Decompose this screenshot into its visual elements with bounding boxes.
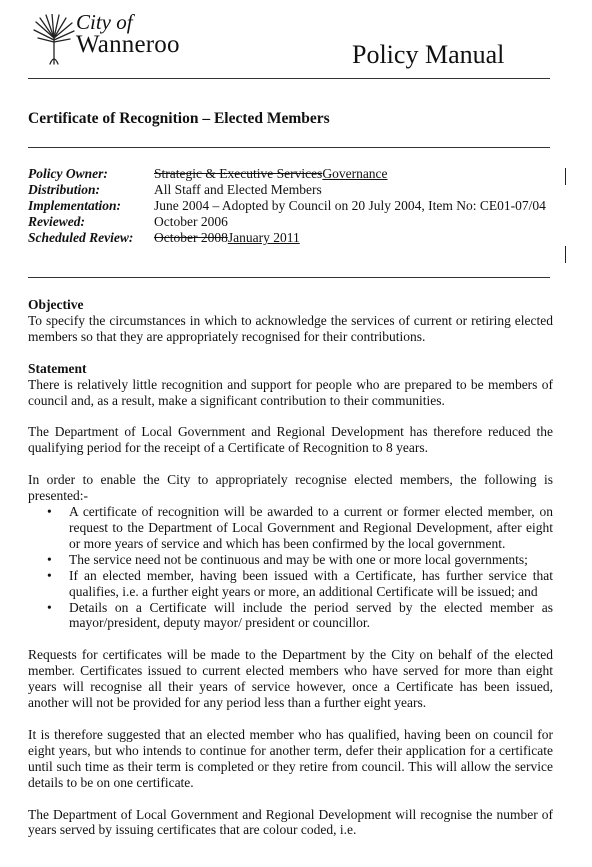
scheduled-review-row — [28, 230, 558, 246]
reviewed-label: Reviewed: — [28, 214, 85, 229]
reviewed-row — [28, 214, 558, 230]
scheduled-review-label: Scheduled Review: — [28, 230, 134, 245]
logo-city-text: City of — [76, 10, 133, 34]
statement-heading: Statement — [28, 360, 87, 376]
policy-owner-new: Governance — [322, 166, 388, 181]
implementation-row — [28, 198, 558, 214]
policy-owner-old: Strategic & Executive Services — [154, 166, 323, 181]
details-rule — [28, 277, 550, 278]
policy-owner-row — [28, 166, 558, 182]
scheduled-review-value — [154, 230, 554, 246]
list-item: • If an elected member, having been issued with a Certificate, has further service that qualifies, i.e. a further eight years or more, an additional Certificate will be issued; and — [28, 568, 553, 600]
policy-owner-value — [154, 166, 554, 182]
scheduled-review-new: January 2011 — [227, 230, 300, 245]
list-item: • The service need not be continuous and may be with one or more local governments; — [28, 552, 553, 568]
header-rule — [28, 78, 550, 79]
statement-paragraph: The Department of Local Government and Regional Development has therefore reduced the qualifying period for the receipt of a Certificate of Recognition to 8 years. — [28, 424, 553, 456]
implementation-value: June 2004 – Adopted by Council on 20 July 2004, Item No: CE01-07/04 — [154, 198, 546, 213]
recognition-rules-list — [28, 504, 553, 631]
manual-title: Policy Manual — [352, 40, 505, 69]
scheduled-review-old: October 2008 — [154, 230, 228, 245]
change-bar — [565, 168, 566, 185]
policy-body — [28, 297, 553, 838]
distribution-label: Distribution: — [28, 182, 101, 197]
policy-owner-label: Policy Owner: — [28, 166, 108, 181]
policy-details — [28, 166, 558, 246]
reviewed-value: October 2006 — [154, 214, 228, 229]
distribution-row — [28, 182, 558, 198]
distribution-value: All Staff and Elected Members — [154, 182, 322, 197]
change-bar — [565, 246, 566, 263]
statement-paragraph: It is therefore suggested that an elected member who has qualified, having been on council for eight years, but who intends to continue for another term, defer their application for a certificate until such time as their term is completed or they retire from council. This will allow the service details to be on one certificate. — [28, 726, 553, 790]
objective-text: To specify the circumstances in which to acknowledge the services of current or retiring elected members so that they are appropriately recognised for their contributions. — [28, 312, 553, 344]
list-item: • A certificate of recognition will be awarded to a current or former elected member, on request to the Department of Local Government and Regional Development, after eight or more years of service and which has been confirmed by the local government. — [28, 504, 553, 552]
city-logo — [32, 10, 182, 70]
logo-name-text: Wanneroo — [76, 31, 180, 58]
statement-paragraph: There is relatively little recognition and support for people who are prepared to be members of council and, as a result, make a significant contribution to their communities. — [28, 376, 553, 408]
objective-heading: Objective — [28, 297, 84, 312]
list-item: • Details on a Certificate will include the period served by the elected member as mayor/president, deputy mayor/ president or councillor. — [28, 600, 553, 632]
grass-tree-icon — [32, 14, 76, 66]
policy-title: Certificate of Recognition – Elected Members — [28, 110, 330, 127]
statement-paragraph: In order to enable the City to appropriately recognise elected members, the following is presented:- — [28, 472, 553, 504]
title-rule — [28, 147, 550, 148]
statement-paragraph: The Department of Local Government and Regional Development will recognise the number of years served by issuing certificates that are colour coded, i.e. — [28, 806, 553, 838]
statement-paragraph: Requests for certificates will be made to the Department by the City on behalf of the elected member. Certificates issued to current elected members who have served for more than eight years will recognise all their years of service however, once a Certificate has been issued, another will not be provided for any period less than a further eight years. — [28, 647, 553, 711]
implementation-label: Implementation: — [28, 198, 122, 213]
